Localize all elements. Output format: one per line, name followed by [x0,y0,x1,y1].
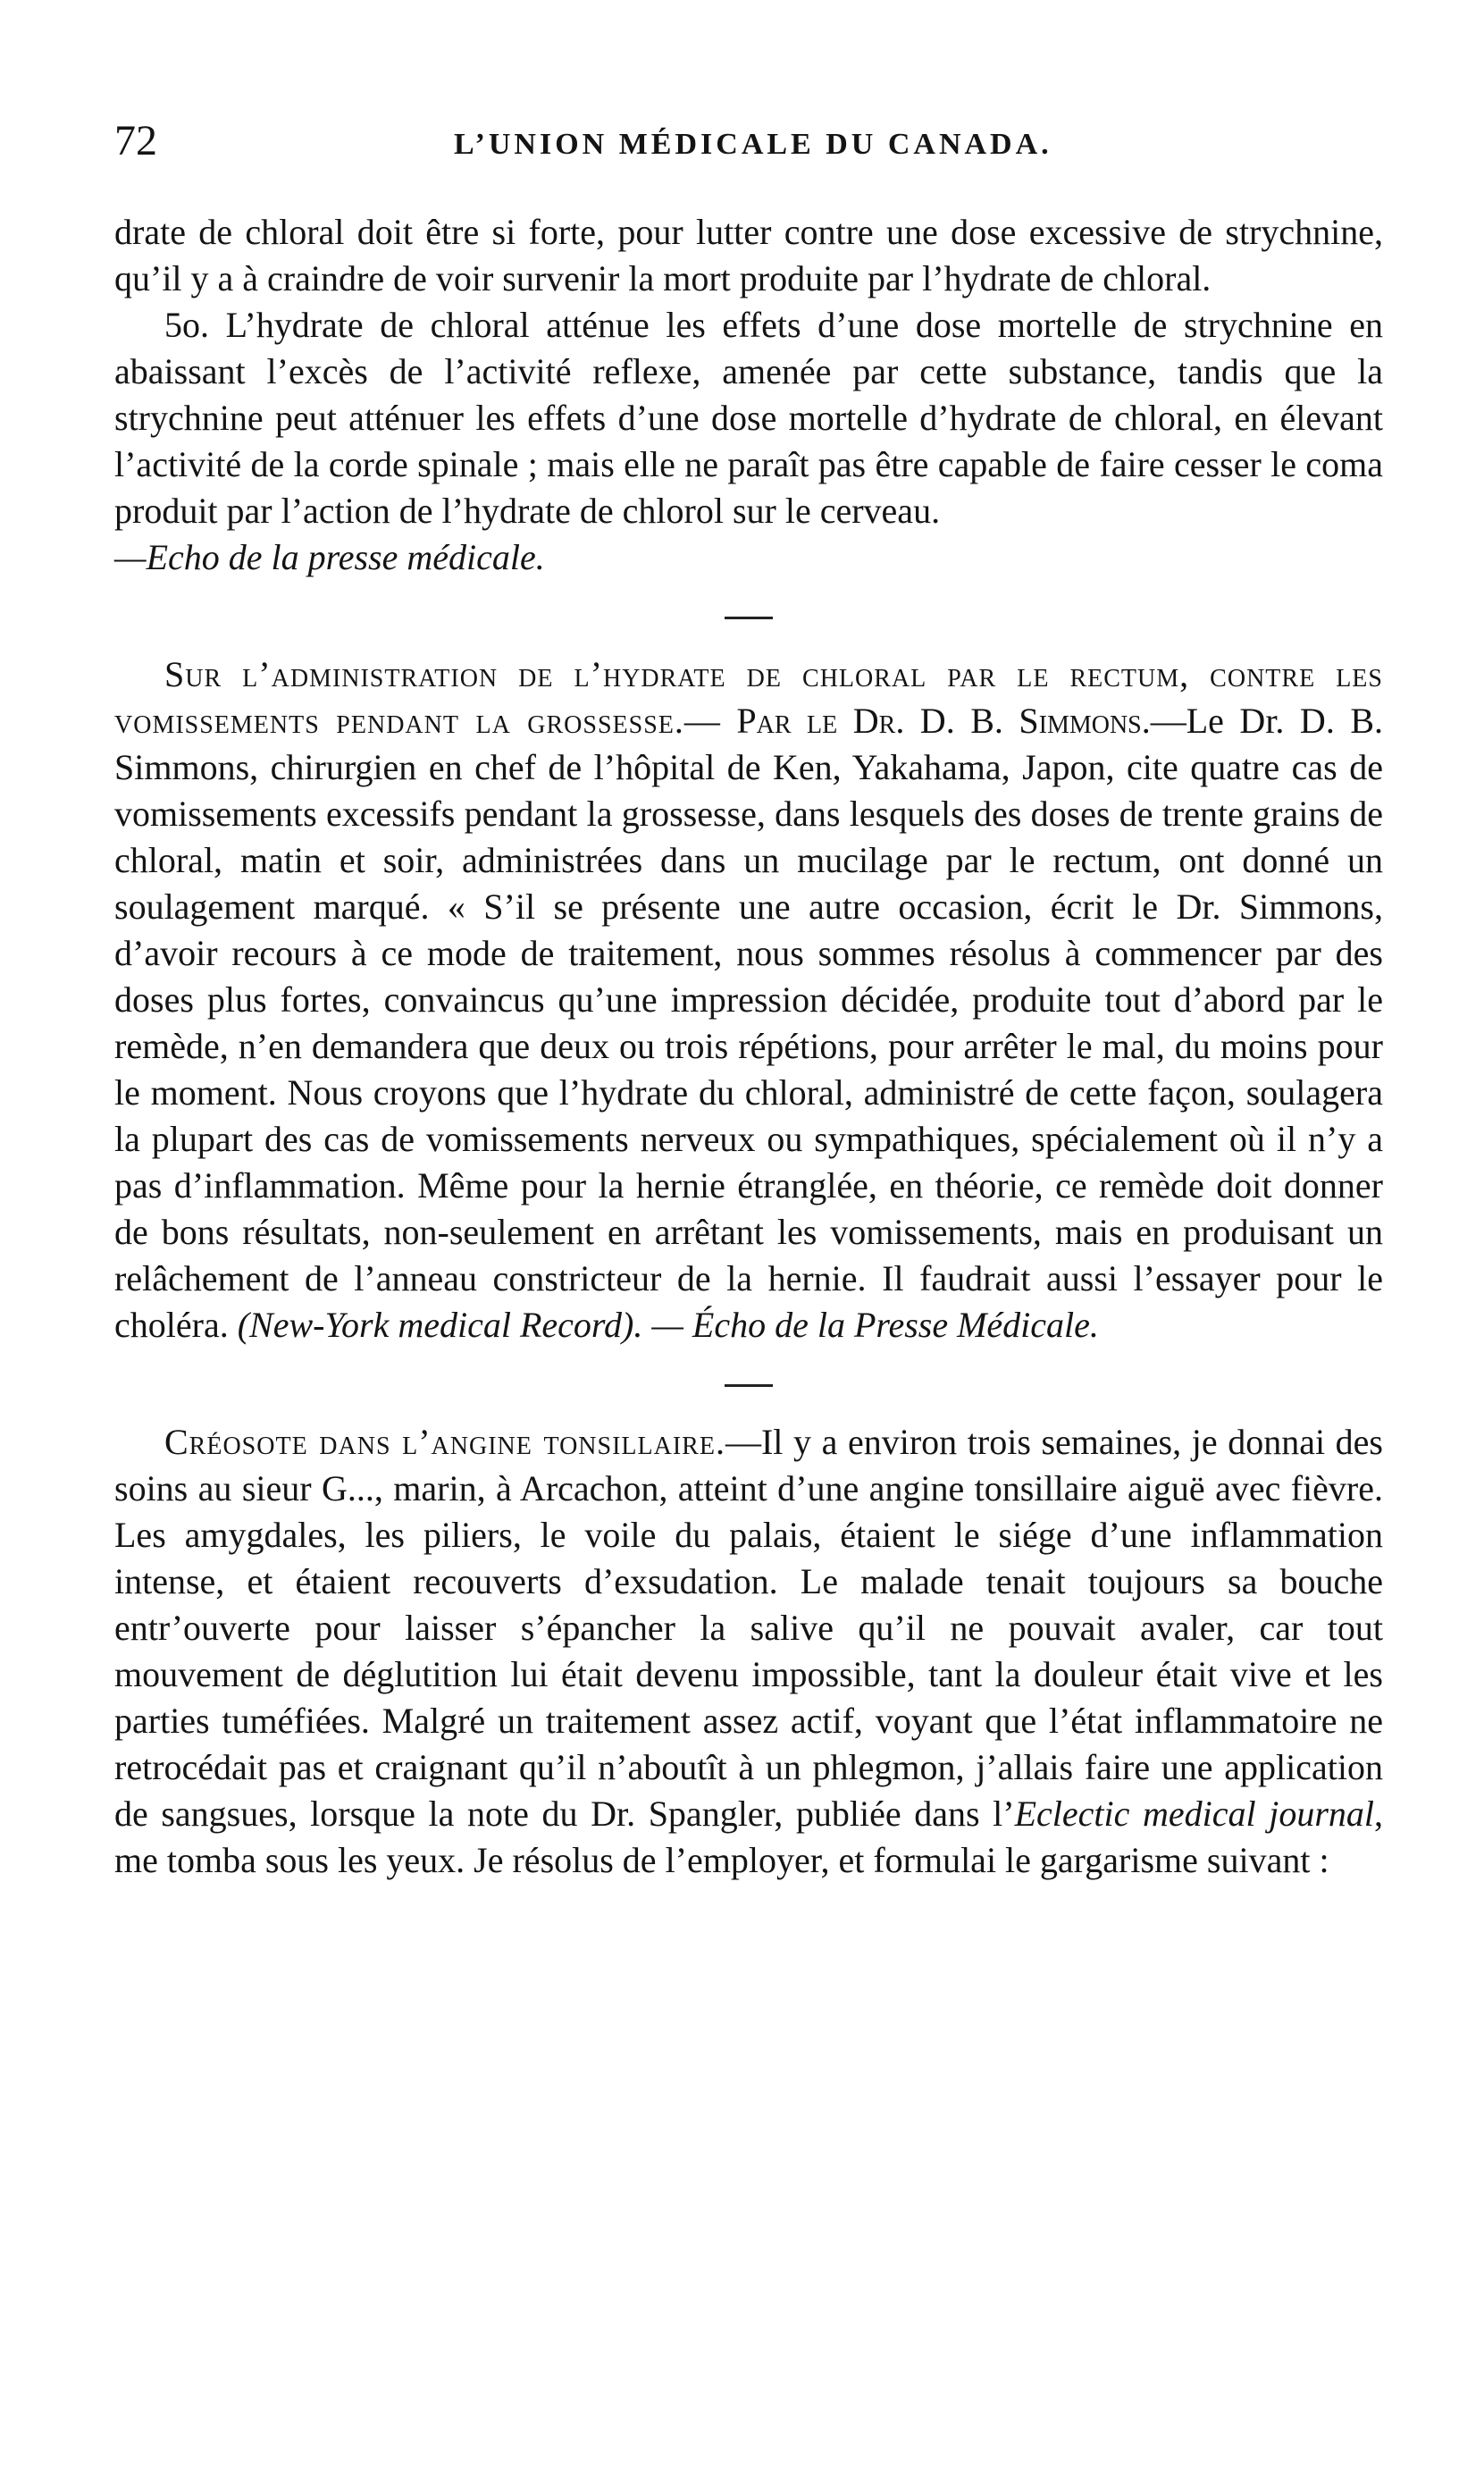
article-creosote [114,1419,1383,1884]
article-creosote-journal: Eclectic medical journal [1014,1794,1374,1834]
article-creosote-body: —Il y a environ trois semaines, je donnai des soins au sieur G..., marin, à Arcachon, atteint d’une angine tonsillaire aiguë avec fièvre. Les amygdales, les piliers, le voile du palais, étaient le siége d’une inflammation intense, et étaient recouverts d’exsudation. Le malade tenait toujours sa bouche entr’ouverte pour laisser s’épancher la salive qu’il ne pouvait avaler, car tout mouvement de déglutition lui était devenu impossible, tant la douleur était vive et les parties tuméfiées. Malgré un traitement assez actif, voyant que l’état inflammatoire ne retrocédait pas et craignant qu’il n’aboutît à un phlegmon, j’allais faire une application de sangsues, lorsque la note du Dr. Spangler, publiée dans l’ [114,1422,1383,1834]
article-creosote-body-end: , me tomba sous les yeux. Je résolus de l’employer, et formulai le gargarisme suivant : [114,1794,1383,1880]
page-number: 72 [114,117,157,164]
page-header [114,114,1383,177]
body-text [114,209,1383,1884]
article-chloral-title: Sur l’administration de l’hydrate de chloral par le rectum, contre les vomissements pendant la grossesse.— [114,654,1383,741]
point-5-paragraph [114,302,1383,534]
section-separator [725,1384,773,1387]
article-chloral-credit: — Écho de la Presse Médicale. [651,1305,1099,1345]
article-creosote-title: Créosote dans l’angine tonsillaire. [164,1422,725,1462]
article-chloral-body: —Le Dr. D. B. Simmons, chirurgien en chef de l’hôpital de Ken, Yakahama, Japon, cite quatre cas de vomissements excessifs pendant la grossesse, dans lesquels des doses de trente grains de chloral, matin et soir, administrées dans un mucilage par le rectum, ont donné un soulagement marqué. « S’il se présente une autre occasion, écrit le Dr. Simmons, d’avoir recours à ce mode de traitement, nous sommes résolus à commencer par des doses plus fortes, convaincus qu’une impression décidée, produite tout d’abord par le remède, n’en demandera que deux ou trois répétions, pour arrêter le mal, du moins pour le moment. Nous croyons que l’hydrate du chloral, administré de cette façon, soulagera la plupart des cas de vomissements nerveux ou sympathiques, spécialement où il n’y a pas d’inflammation. Même pour la hernie étranglée, en théorie, ce remède doit donner de bons résultats, non-seulement en arrêtant les vomissements, mais en produisant un relâchement de l’anneau constricteur de la hernie. Il faudrait aussi l’essayer pour le choléra. [114,701,1383,1345]
continuation-paragraph: drate de chloral doit être si forte, pour lutter contre une dose excessive de strychnine, qu’il y a à craindre de voir survenir la mort produite par l’hydrate de chloral. [114,212,1383,298]
article-chloral-byline: Par le Dr. D. B. Simmons. [736,701,1151,741]
article-chloral-paragraph [114,651,1383,1348]
article-chloral-source: (New-York medical Record). [237,1305,643,1345]
article-chloral-rectum [114,651,1383,1348]
page [114,114,1383,1884]
running-head: L’UNION MÉDICALE DU CANADA. [454,128,1052,161]
article-creosote-paragraph [114,1419,1383,1884]
section-separator [725,617,773,619]
point-5-credit: —Echo de la presse médicale. [114,537,545,577]
point-5-text: 5o. L’hydrate de chloral atténue les effets d’une dose mortelle de strychnine en abaissant l’excès de l’activité reflexe, amenée par cette substance, tandis que la strychnine peut atténuer les effets d’une dose mortelle d’hydrate de chloral, en élevant l’activité de la corde spinale ; mais elle ne paraît pas être capable de faire cesser le coma produit par l’action de l’hydrate de chlorol sur le cerveau. [114,305,1383,531]
